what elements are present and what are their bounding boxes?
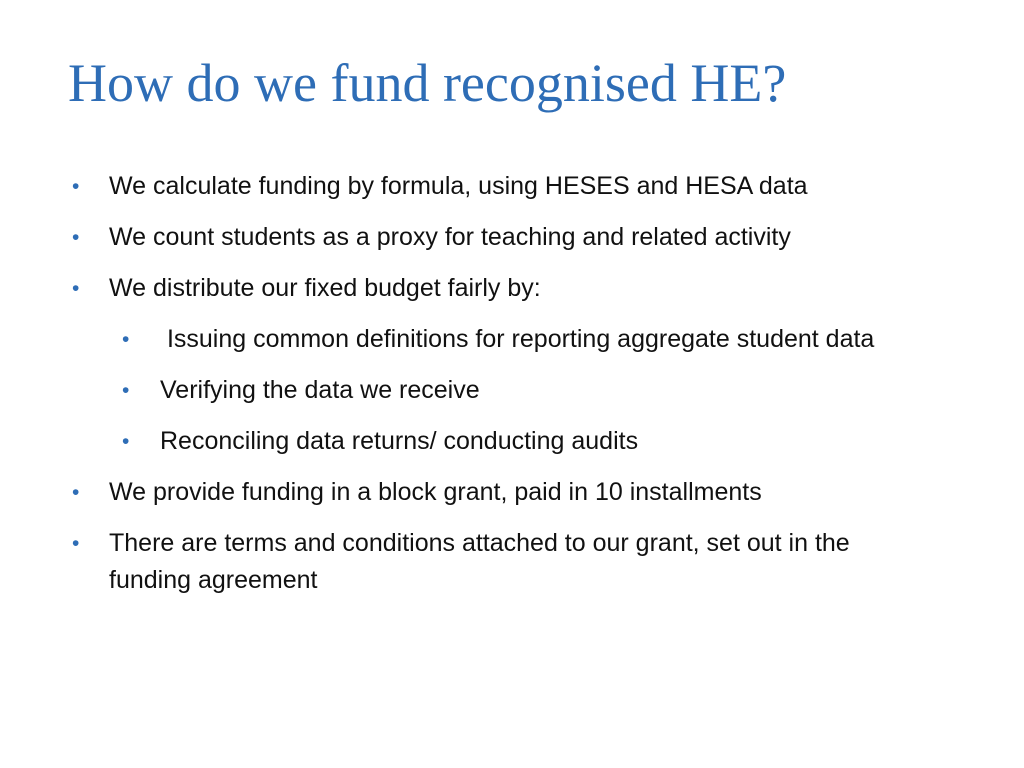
bullet-item [0, 168, 924, 205]
bullet-item [0, 525, 924, 599]
bullet-icon: • [122, 328, 130, 351]
bullet-text: We calculate funding by formula, using HESES and HESA data [109, 172, 808, 200]
sub-bullet-item [0, 372, 940, 409]
slide-title: How do we fund recognised HE? [68, 53, 787, 113]
bullet-icon: • [122, 430, 130, 453]
bullet-icon: • [72, 175, 80, 198]
sub-bullet-text: Reconciling data returns/ conducting audits [160, 427, 639, 455]
bullet-icon: • [72, 226, 80, 249]
bullet-icon: • [72, 277, 80, 300]
bullet-text: We distribute our fixed budget fairly by: [109, 274, 541, 302]
bullet-icon: • [122, 379, 130, 402]
sub-bullet-item [0, 423, 940, 460]
bullet-icon: • [72, 481, 80, 504]
sub-bullet-text: Issuing common definitions for reporting aggregate student data [160, 325, 875, 353]
bullet-item [0, 474, 924, 511]
bullet-item [0, 219, 924, 256]
sub-bullet-item [0, 321, 940, 358]
sub-bullet-text: Verifying the data we receive [160, 376, 480, 404]
bullet-text: We provide funding in a block grant, paid in 10 installments [109, 478, 762, 506]
bullet-list [0, 168, 1024, 613]
bullet-text: We count students as a proxy for teaching and related activity [109, 223, 791, 251]
bullet-text: There are terms and conditions attached to our grant, set out in the funding agreement [109, 529, 850, 594]
bullet-icon: • [72, 532, 80, 555]
bullet-item [0, 270, 924, 307]
